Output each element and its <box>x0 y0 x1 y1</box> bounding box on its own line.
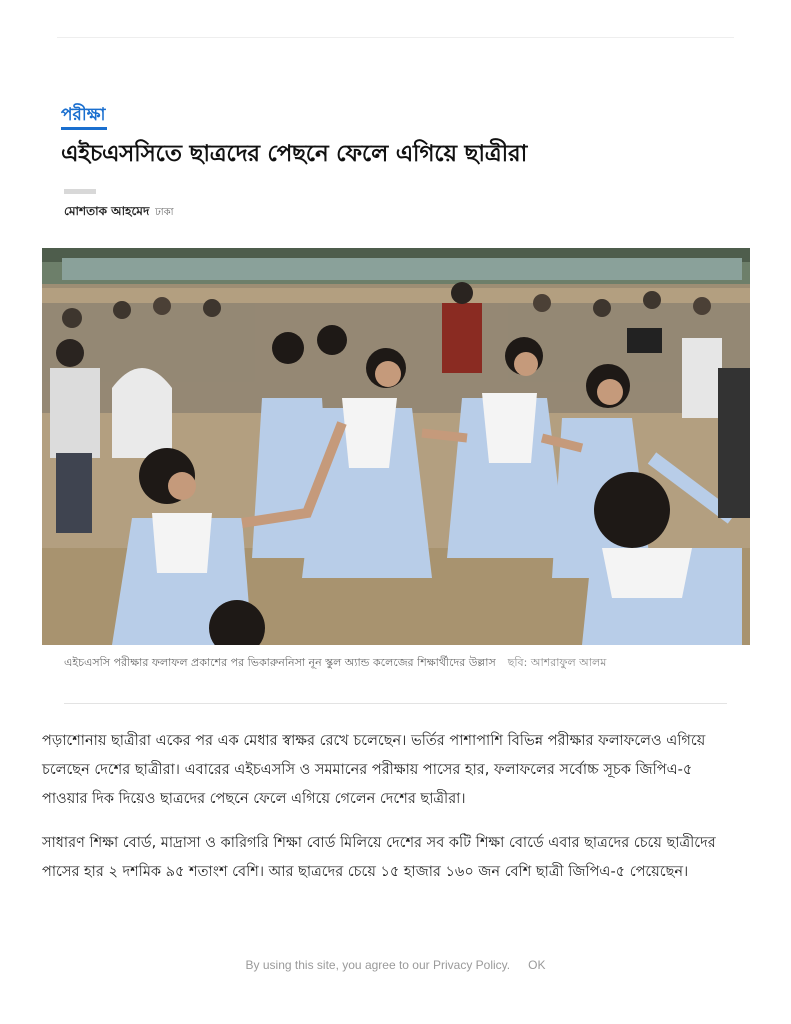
lead-photo <box>42 248 750 645</box>
cookie-banner <box>0 958 791 972</box>
photo-caption <box>64 653 714 673</box>
body-paragraph-1: পড়াশোনায় ছাত্রীরা একের পর এক মেধার স্বাক্ষর রেখে চলেছেন। ভর্তির পাশাপাশি বিভিন্ন পরীক্ষার ফলাফলেও এগিয়ে চলেছেন দেশের ছাত্রীরা। এবারের এইচএসসি ও সমমানের পরীক্ষায় পাসের হার, ফলাফলের সর্বোচ্চ সূচক জিপিএ-৫ পাওয়ার দিক দিয়েও ছাত্রদের পেছনে ফেলে এগিয়ে গেলেন দেশের ছাত্রীরা। <box>42 733 706 807</box>
author-location: ঢাকা <box>155 207 174 218</box>
caption-divider <box>64 703 727 704</box>
byline <box>64 203 174 223</box>
caption-text: এইচএসসি পরীক্ষার ফলাফল প্রকাশের পর ভিকারুননিসা নূন স্কুল অ্যান্ড কলেজের শিক্ষার্থীদের উল্লাস <box>64 656 496 669</box>
category-link[interactable]: পরীক্ষা <box>61 105 106 125</box>
cookie-text: By using this site, you agree to our Privacy Policy. <box>245 958 511 972</box>
category-underline <box>61 127 107 130</box>
headline: এইচএসসিতে ছাত্রদের পেছনে ফেলে এগিয়ে ছাত্রীরা <box>61 141 527 167</box>
top-divider <box>57 37 734 38</box>
cookie-ok-button[interactable]: OK <box>528 958 546 972</box>
celebrating-students-image <box>42 248 750 645</box>
body-paragraph-2: সাধারণ শিক্ষা বোর্ড, মাদ্রাসা ও কারিগরি শিক্ষা বোর্ড মিলিয়ে দেশের সব কটি শিক্ষা বোর্ডে এবার ছাত্রদের চেয়ে ছাত্রীদের পাসের হার ২ দশমিক ৯৫ শতাংশ বেশি। আর ছাত্রদের চেয়ে ১৫ হাজার ১৬০ জন বেশি ছাত্রী জিপিএ-৫ পেয়েছেন। <box>42 835 716 880</box>
photo-credit: ছবি: আশরাফুল আলম <box>507 656 607 669</box>
byline-divider <box>64 189 96 194</box>
author-name[interactable]: মোশতাক আহমেদ <box>64 204 150 218</box>
